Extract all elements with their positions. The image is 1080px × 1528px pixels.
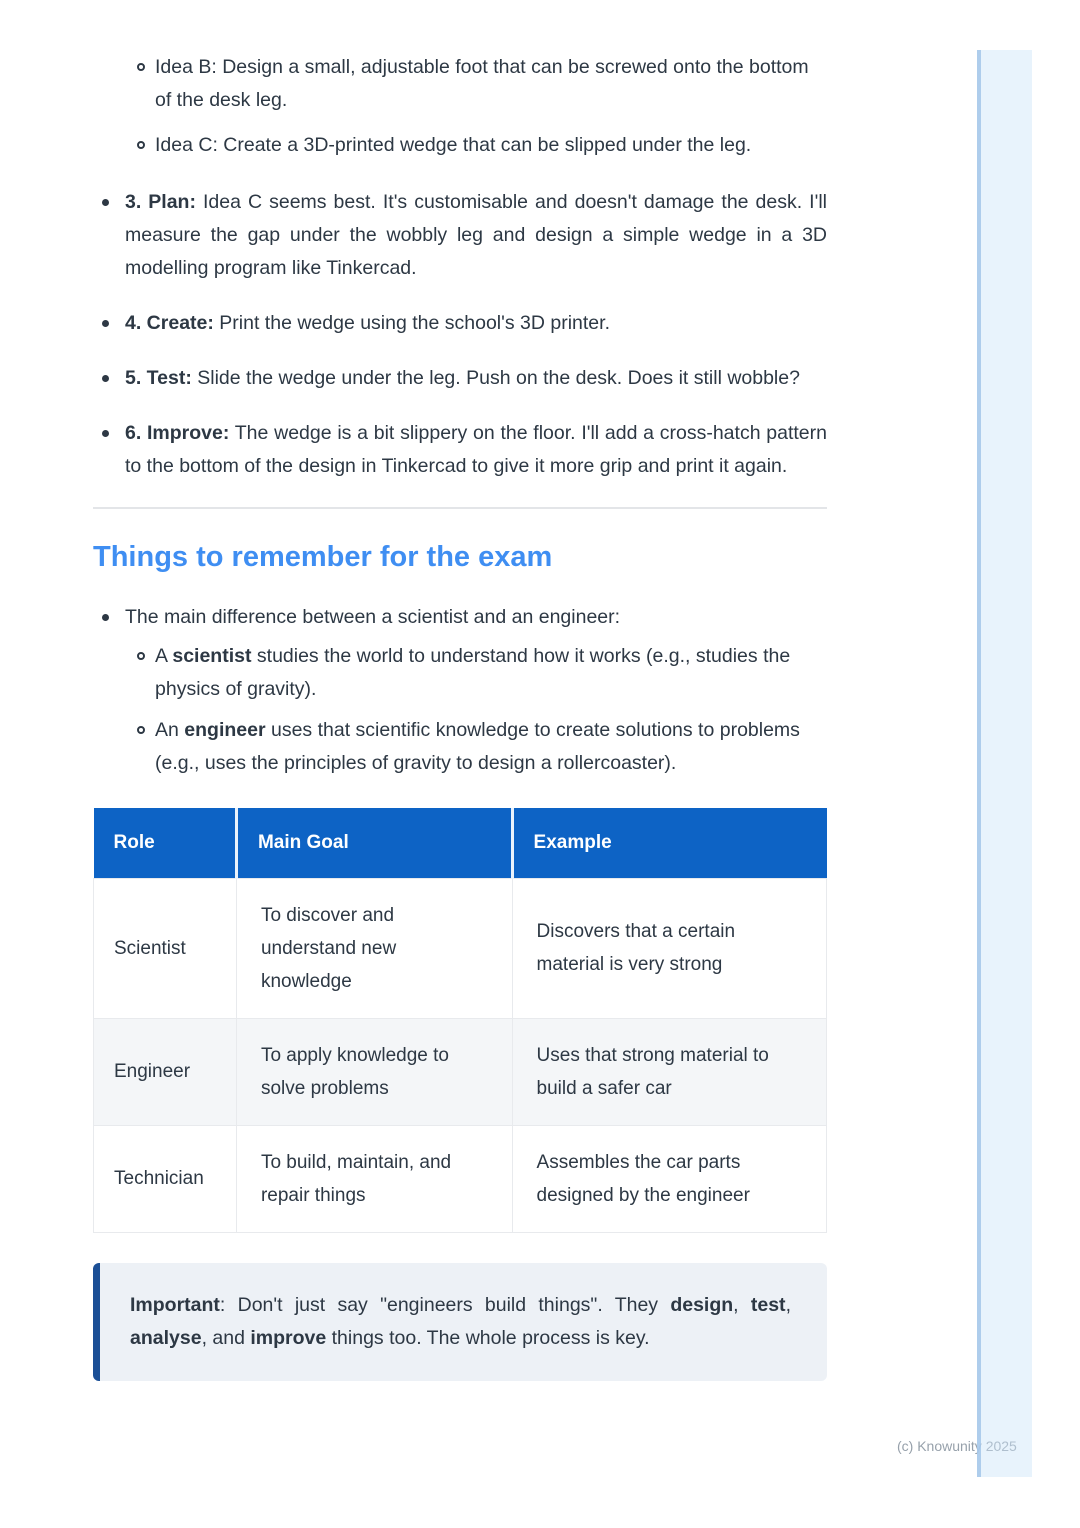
document-content [93, 0, 827, 1381]
step-plan-text: 3. Plan: Idea C seems best. It's customisable and doesn't damage the desk. I'll measure the gap under the wobbly leg and design a simple wedge in a 3D modelling program like Tinkercad. [125, 191, 827, 279]
technician-role-cell: Technician [94, 1125, 237, 1232]
table-row-engineer [94, 1018, 827, 1125]
list-item-scientist-point [93, 640, 827, 706]
bullet-circle-icon [137, 63, 145, 71]
list-item-difference-intro [93, 601, 827, 634]
list-item-idea-c [93, 129, 827, 162]
column-header-example: Example [512, 808, 826, 878]
list-item-step-create [93, 307, 827, 340]
bullet-dot-icon [102, 375, 109, 382]
bullet-circle-icon [137, 726, 145, 734]
bullet-circle-icon [137, 141, 145, 149]
engineer-example-cell: Uses that strong material to build a safer car [512, 1018, 826, 1125]
table-row-scientist [94, 878, 827, 1018]
roles-table-header [94, 808, 827, 878]
scientist-role-cell: Scientist [94, 878, 237, 1018]
important-callout [93, 1263, 827, 1381]
bullet-dot-icon [102, 614, 109, 621]
step-test-text: 5. Test: Slide the wedge under the leg. Push on the desk. Does it still wobble? [125, 367, 800, 389]
list-item-step-test [93, 362, 827, 395]
list-item-step-improve [93, 417, 827, 483]
column-header-role: Role [94, 808, 237, 878]
table-row-technician [94, 1125, 827, 1232]
bullet-dot-icon [102, 430, 109, 437]
engineer-point-text: An engineer uses that scientific knowledge to create solutions to problems (e.g., uses the principles of gravity to design a rollercoaster). [155, 719, 800, 774]
table-header-row [94, 808, 827, 878]
column-header-main-goal: Main Goal [236, 808, 512, 878]
section-divider [93, 507, 827, 509]
section-title: Things to remember for the exam [93, 541, 553, 573]
copyright-watermark: (c) Knowunity 2025 [897, 1438, 1017, 1454]
step-improve-text: 6. Improve: The wedge is a bit slippery on the floor. I'll add a cross-hatch pattern to the bottom of the design in Tinkercad to give it more grip and print it again. [125, 422, 827, 477]
scientist-example-cell: Discovers that a certain material is very strong [512, 878, 826, 1018]
list-item-idea-b [93, 51, 827, 117]
list-item-step-plan [93, 186, 827, 285]
roles-table [93, 808, 827, 1233]
important-callout-text: Important: Don't just say "engineers build things". They design, test, analyse, and improve things too. The whole process is key. [130, 1293, 791, 1349]
scientist-point-text: A scientist studies the world to understand how it works (e.g., studies the physics of gravity). [155, 645, 791, 700]
idea-c-text: Idea C: Create a 3D-printed wedge that can be slipped under the leg. [155, 134, 752, 156]
page-edge-highlight-bar [977, 50, 1032, 1477]
list-item-engineer-point [93, 714, 827, 780]
step-create-text: 4. Create: Print the wedge using the school's 3D printer. [125, 312, 610, 334]
engineer-role-cell: Engineer [94, 1018, 237, 1125]
technician-goal-cell: To build, maintain, and repair things [236, 1125, 512, 1232]
scientist-goal-cell: To discover and understand new knowledge [236, 878, 512, 1018]
bullet-dot-icon [102, 320, 109, 327]
technician-example-cell: Assembles the car parts designed by the engineer [512, 1125, 826, 1232]
idea-b-text: Idea B: Design a small, adjustable foot that can be screwed onto the bottom of the desk leg. [155, 56, 809, 111]
engineer-goal-cell: To apply knowledge to solve problems [236, 1018, 512, 1125]
bullet-dot-icon [102, 199, 109, 206]
bullet-circle-icon [137, 652, 145, 660]
difference-intro-text: The main difference between a scientist and an engineer: [125, 606, 621, 628]
